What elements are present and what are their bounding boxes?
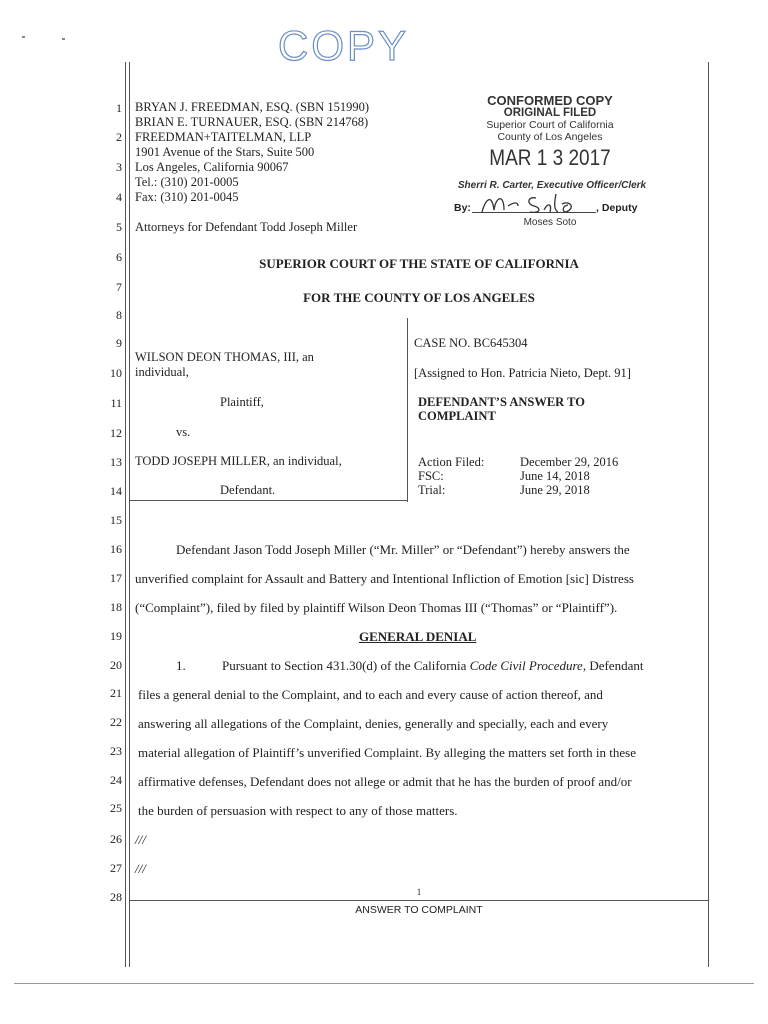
assigned-judge: [Assigned to Hon. Patricia Nieto, Dept. 91] xyxy=(414,366,631,380)
line-number: 15 xyxy=(110,513,122,527)
scan-edge xyxy=(14,983,754,984)
counsel-line: FREEDMAN+TAITELMAN, LLP xyxy=(135,130,312,144)
counsel-line: 1901 Avenue of the Stars, Suite 500 xyxy=(135,145,315,159)
scan-speck xyxy=(62,38,65,40)
line-number: 3 xyxy=(116,160,122,174)
date-label: Trial: xyxy=(418,483,446,497)
counsel-line: BRIAN E. TURNAUER, ESQ. (SBN 214768) xyxy=(135,115,369,129)
continuation-slashes: /// xyxy=(135,832,146,847)
paragraph-line: the burden of persuasion with respect to any of those matters. xyxy=(138,803,458,818)
left-margin-rule xyxy=(125,62,126,967)
line-number: 17 xyxy=(110,571,122,585)
line-number: 22 xyxy=(110,715,122,729)
court-title: SUPERIOR COURT OF THE STATE OF CALIFORNIA xyxy=(259,256,579,271)
plaintiff-role: Plaintiff, xyxy=(220,395,264,409)
date-value: June 14, 2018 xyxy=(520,469,590,483)
conformed-title: CONFORMED COPY xyxy=(487,93,613,108)
line-number: 5 xyxy=(116,220,122,234)
counsel-line: Los Angeles, California 90067 xyxy=(135,160,289,174)
copy-stamp: COPY xyxy=(278,22,410,69)
paragraph-line: Defendant Jason Todd Joseph Miller (“Mr. Miller” or “Defendant”) hereby answers the xyxy=(176,542,630,557)
line-number: 14 xyxy=(110,484,122,498)
paragraph-line: material allegation of Plaintiff’s unverified Complaint. By alleging the matters set forth in these xyxy=(138,745,636,760)
paragraph-line: answering all allegations of the Complaint, denies, generally and specially, each and every xyxy=(138,716,609,731)
line-number: 1 xyxy=(116,101,122,115)
line-number: 7 xyxy=(116,280,122,294)
line-number: 28 xyxy=(110,890,122,904)
footer-title: ANSWER TO COMPLAINT xyxy=(355,904,483,916)
county-stamp: County of Los Angeles xyxy=(497,131,603,143)
paragraph-line: (“Complaint”), filed by filed by plaintiff Wilson Deon Thomas III (“Thomas” or “Plaintiff”). xyxy=(135,600,618,615)
date-value: December 29, 2016 xyxy=(520,455,619,469)
line-number: 12 xyxy=(110,426,122,440)
document-title-2: COMPLAINT xyxy=(418,409,496,423)
line-number: 27 xyxy=(110,861,122,875)
defendant-role: Defendant. xyxy=(220,483,276,497)
line-number: 4 xyxy=(116,190,122,204)
counsel-line: Fax: (310) 201-0045 xyxy=(135,190,239,204)
paragraph-line: files a general denial to the Complaint, and to each and every cause of action thereof, and xyxy=(138,687,603,702)
line-number: 20 xyxy=(110,658,122,672)
line-number: 13 xyxy=(110,455,122,469)
plaintiff-desc: individual, xyxy=(135,365,189,379)
line-number: 25 xyxy=(110,801,122,815)
deputy-signature xyxy=(478,190,588,218)
caption-divider xyxy=(407,318,408,502)
statute-name: Code Civil Procedure xyxy=(469,658,583,673)
line-number: 24 xyxy=(110,773,122,787)
right-margin-rule xyxy=(708,62,709,967)
left-margin-rule-inner xyxy=(129,62,130,967)
original-filed: ORIGINAL FILED xyxy=(503,107,597,119)
filed-date: MAR 1 3 2017 xyxy=(489,146,611,171)
date-label: Action Filed: xyxy=(418,455,485,469)
line-number: 10 xyxy=(110,366,122,380)
paragraph-line xyxy=(222,658,643,674)
section-heading: GENERAL DENIAL xyxy=(359,629,477,644)
date-value: June 29, 2018 xyxy=(520,483,590,497)
item-number: 1. xyxy=(176,658,186,673)
continuation-slashes: /// xyxy=(135,861,146,876)
case-number: CASE NO. BC645304 xyxy=(414,336,528,350)
line-number: 11 xyxy=(110,396,122,410)
line-number: 9 xyxy=(116,336,122,350)
line-number: 19 xyxy=(110,629,122,643)
versus: vs. xyxy=(176,425,191,439)
paragraph-line: affirmative defenses, Defendant does not allege or admit that he has the burden of proof and/or xyxy=(138,774,632,789)
clerk-line: Sherri R. Carter, Executive Officer/Clerk xyxy=(457,180,647,191)
footer-rule xyxy=(130,900,708,901)
document-title: DEFENDANT’S ANSWER TO xyxy=(418,395,585,409)
paragraph-segment: , Defendant xyxy=(582,658,644,673)
paragraph-segment: Pursuant to Section 431.30(d) of the California xyxy=(222,658,470,673)
line-number: 2 xyxy=(116,130,122,144)
court-name-stamp: Superior Court of California xyxy=(486,119,614,131)
by-label: By: xyxy=(454,202,471,214)
deputy-name: Moses Soto xyxy=(523,217,577,228)
line-number: 23 xyxy=(110,744,122,758)
caption-bottom-rule xyxy=(130,500,407,501)
page-number: 1 xyxy=(416,887,422,897)
counsel-line: Tel.: (310) 201-0005 xyxy=(135,175,239,189)
attorneys-for: Attorneys for Defendant Todd Joseph Miller xyxy=(135,220,358,234)
counsel-line: BRYAN J. FREEDMAN, ESQ. (SBN 151990) xyxy=(135,100,370,114)
line-number: 16 xyxy=(110,542,122,556)
date-label: FSC: xyxy=(418,469,444,483)
plaintiff-name: WILSON DEON THOMAS, III, an xyxy=(135,350,314,364)
line-number: 26 xyxy=(110,832,122,846)
line-number: 6 xyxy=(116,250,122,264)
line-number: 21 xyxy=(110,686,122,700)
scan-speck xyxy=(22,36,25,38)
line-number: 8 xyxy=(116,308,122,322)
line-number: 18 xyxy=(110,600,122,614)
deputy-label: , Deputy xyxy=(596,202,638,214)
paragraph-line: unverified complaint for Assault and Battery and Intentional Infliction of Emotion [sic] Distress xyxy=(135,571,634,586)
defendant-name: TODD JOSEPH MILLER, an individual, xyxy=(135,454,342,468)
county-title: FOR THE COUNTY OF LOS ANGELES xyxy=(303,290,535,305)
